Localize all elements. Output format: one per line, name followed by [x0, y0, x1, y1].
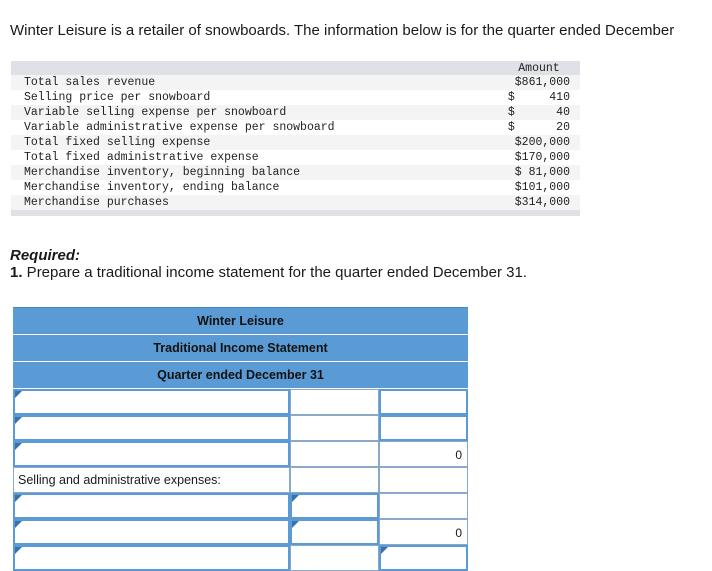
total-input-cell[interactable] [379, 545, 468, 571]
total-input[interactable] [381, 547, 466, 569]
total-input[interactable] [381, 417, 466, 439]
dropdown-marker-icon [15, 547, 22, 554]
table-row [11, 90, 580, 105]
table-bottom-rule [11, 210, 580, 216]
row-amount: $170,000 [514, 151, 570, 164]
row-amount: $ 20 [507, 121, 570, 134]
account-dropdown[interactable] [13, 493, 290, 519]
dropdown-marker-icon [15, 495, 22, 502]
amount-input-cell[interactable] [290, 493, 379, 519]
row-label: Merchandise purchases [11, 195, 498, 210]
computed-total: 0 [379, 519, 468, 545]
amount-input-cell[interactable] [290, 519, 379, 545]
row-label: Merchandise inventory, beginning balance [11, 165, 498, 180]
sga-expenses-label: Selling and administrative expenses: [13, 467, 290, 493]
account-select-input[interactable] [15, 495, 288, 517]
problem-intro: Winter Leisure is a retailer of snowboards. The information below is for the quarter ended December [10, 22, 675, 39]
amount-input[interactable] [291, 468, 378, 492]
amount-input[interactable] [291, 416, 378, 440]
table-row [11, 195, 580, 210]
row-label: Total fixed selling expense [11, 135, 498, 150]
row-amount: $861,000 [498, 75, 580, 90]
account-dropdown[interactable] [13, 415, 290, 441]
total-input-cell[interactable] [379, 389, 468, 415]
row-label: Total fixed administrative expense [24, 151, 259, 164]
table-row [11, 75, 580, 90]
account-dropdown[interactable] [13, 441, 290, 467]
account-select-input[interactable] [15, 443, 288, 465]
dropdown-marker-icon [292, 521, 299, 528]
statement-company-name: Winter Leisure [13, 307, 468, 335]
total-input[interactable] [380, 468, 467, 492]
task-text: Prepare a traditional income statement for the quarter ended December 31. [22, 264, 527, 281]
total-input-cell[interactable] [379, 467, 468, 493]
row-amount: $ 81,000 [498, 165, 580, 180]
data-table-header [11, 61, 580, 75]
statement-title: Traditional Income Statement [13, 335, 468, 362]
account-select-input[interactable] [15, 547, 288, 569]
required-heading: Required: [10, 247, 81, 264]
amount-input[interactable] [291, 546, 378, 570]
statement-row [13, 467, 468, 493]
amount-input[interactable] [292, 521, 377, 543]
table-row [11, 180, 580, 195]
row-label: Merchandise inventory, ending balance [24, 181, 280, 194]
account-dropdown[interactable] [13, 545, 290, 571]
computed-total: 0 [379, 441, 468, 467]
account-select-input[interactable] [15, 391, 288, 413]
row-label: Selling price per snowboard [24, 91, 211, 104]
amount-column-header: Amount [498, 61, 580, 75]
task-instruction [10, 264, 527, 281]
amount-input-cell[interactable] [290, 545, 379, 571]
row-amount: $314,000 [498, 195, 580, 210]
statement-period: Quarter ended December 31 [13, 362, 468, 389]
task-number: 1. [10, 264, 23, 281]
account-select-input[interactable] [15, 417, 288, 439]
dropdown-marker-icon [15, 521, 22, 528]
table-row [11, 165, 580, 180]
row-amount: $ 410 [507, 91, 570, 104]
amount-input[interactable] [291, 442, 378, 466]
row-amount: $ 40 [498, 105, 580, 120]
dropdown-marker-icon [15, 443, 22, 450]
statement-row [13, 493, 468, 519]
statement-row [13, 441, 468, 467]
table-row [11, 105, 580, 120]
account-select-input[interactable] [15, 521, 288, 543]
dropdown-marker-icon [15, 417, 22, 424]
statement-row [13, 389, 468, 415]
statement-row [13, 519, 468, 545]
row-amount: $200,000 [498, 135, 580, 150]
amount-input-cell[interactable] [290, 415, 379, 441]
amount-input-cell[interactable] [290, 389, 379, 415]
account-dropdown[interactable] [13, 389, 290, 415]
total-input-cell[interactable] [379, 493, 468, 519]
total-input[interactable] [380, 494, 467, 518]
statement-row [13, 415, 468, 441]
table-row [11, 150, 580, 165]
account-dropdown[interactable] [13, 519, 290, 545]
dropdown-marker-icon [292, 495, 299, 502]
dropdown-marker-icon [15, 391, 22, 398]
amount-input[interactable] [291, 390, 378, 414]
table-row [11, 120, 580, 135]
row-label: Total sales revenue [11, 75, 498, 90]
total-input-cell[interactable] [379, 415, 468, 441]
row-label: Variable administrative expense per snowboard [24, 121, 335, 134]
total-input[interactable] [381, 391, 466, 413]
amount-input[interactable] [292, 495, 377, 517]
row-label: Variable selling expense per snowboard [11, 105, 498, 120]
amount-input-cell[interactable] [290, 467, 379, 493]
income-statement-worksheet [13, 307, 468, 571]
statement-row [13, 545, 468, 571]
table-row [11, 135, 580, 150]
given-data-table [11, 61, 580, 216]
amount-input-cell[interactable] [290, 441, 379, 467]
row-amount: $101,000 [514, 181, 570, 194]
dropdown-marker-icon [381, 547, 388, 554]
